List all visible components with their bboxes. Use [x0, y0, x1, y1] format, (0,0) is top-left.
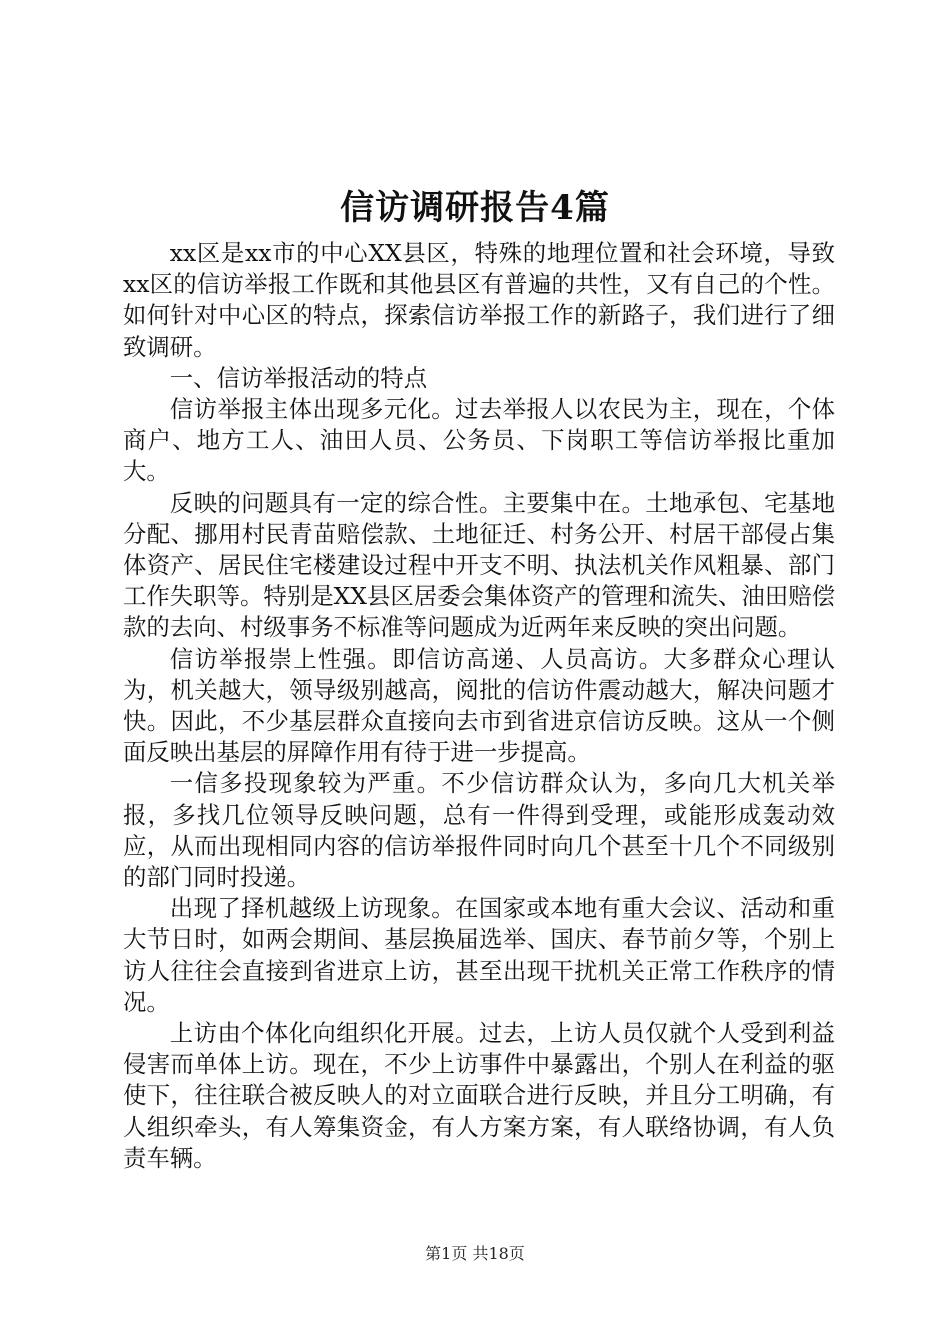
page-number-footer: 第1页 共18页 [425, 1244, 525, 1263]
document-title: 信访调研报告4篇 [340, 188, 610, 228]
paragraph: 信访举报主体出现多元化。过去举报人以农民为主，现在，个体商户、地方工人、油田人员、公务员、下岗职工等信访举报比重加大。 [123, 395, 835, 486]
paragraph: 信访举报崇上性强。即信访高递、人员高访。大多群众心理认为，机关越大，领导级别越高，阅批的信访件震动越大，解决问题才快。因此，不少基层群众直接向去市到省进京信访反映。这从一个侧面反映出基层的屏障作用有待于进一步提高。 [123, 644, 835, 767]
paragraph: 反映的问题具有一定的综合性。主要集中在。土地承包、宅基地分配、挪用村民青苗赔偿款、土地征迁、村务公开、村居干部侵占集体资产、居民住宅楼建设过程中开支不明、执法机关作风粗暴、部门工作失职等。特别是XX县区居委会集体资产的管理和流失、油田赔偿款的去向、村级事务不标准等问题成为近两年来反映的突出问题。 [123, 488, 835, 642]
paragraph-intro: xx区是xx市的中心XX县区，特殊的地理位置和社会环境，导致xx区的信访举报工作既和其他县区有普遍的共性，又有自己的个性。如何针对中心区的特点，探索信访举报工作的新路子，我们进行了细致调研。 [123, 239, 835, 361]
paragraph: 上访由个体化向组织化开展。过去，上访人员仅就个人受到利益侵害而单体上访。现在，不少上访事件中暴露出，个别人在利益的驱使下，往往联合被反映人的对立面联合进行反映，并且分工明确，有人组织牵头，有人筹集资金，有人方案方案，有人联络协调，有人负责车辆。 [123, 1019, 835, 1172]
document-body [123, 238, 835, 1174]
paragraph: 出现了择机越级上访现象。在国家或本地有重大会议、活动和重大节日时，如两会期间、基层换届选举、国庆、春节前夕等，个别上访人往往会直接到省进京上访，甚至出现干扰机关正常工作秩序的情况。 [123, 894, 835, 1016]
paragraph: 一信多投现象较为严重。不少信访群众认为，多向几大机关举报，多找几位领导反映问题，总有一件得到受理，或能形成轰动效应，从而出现相同内容的信访举报件同时向几个甚至十几个不同级别的部门同时投递。 [123, 769, 835, 892]
section-heading: 一、信访举报活动的特点 [169, 363, 428, 392]
